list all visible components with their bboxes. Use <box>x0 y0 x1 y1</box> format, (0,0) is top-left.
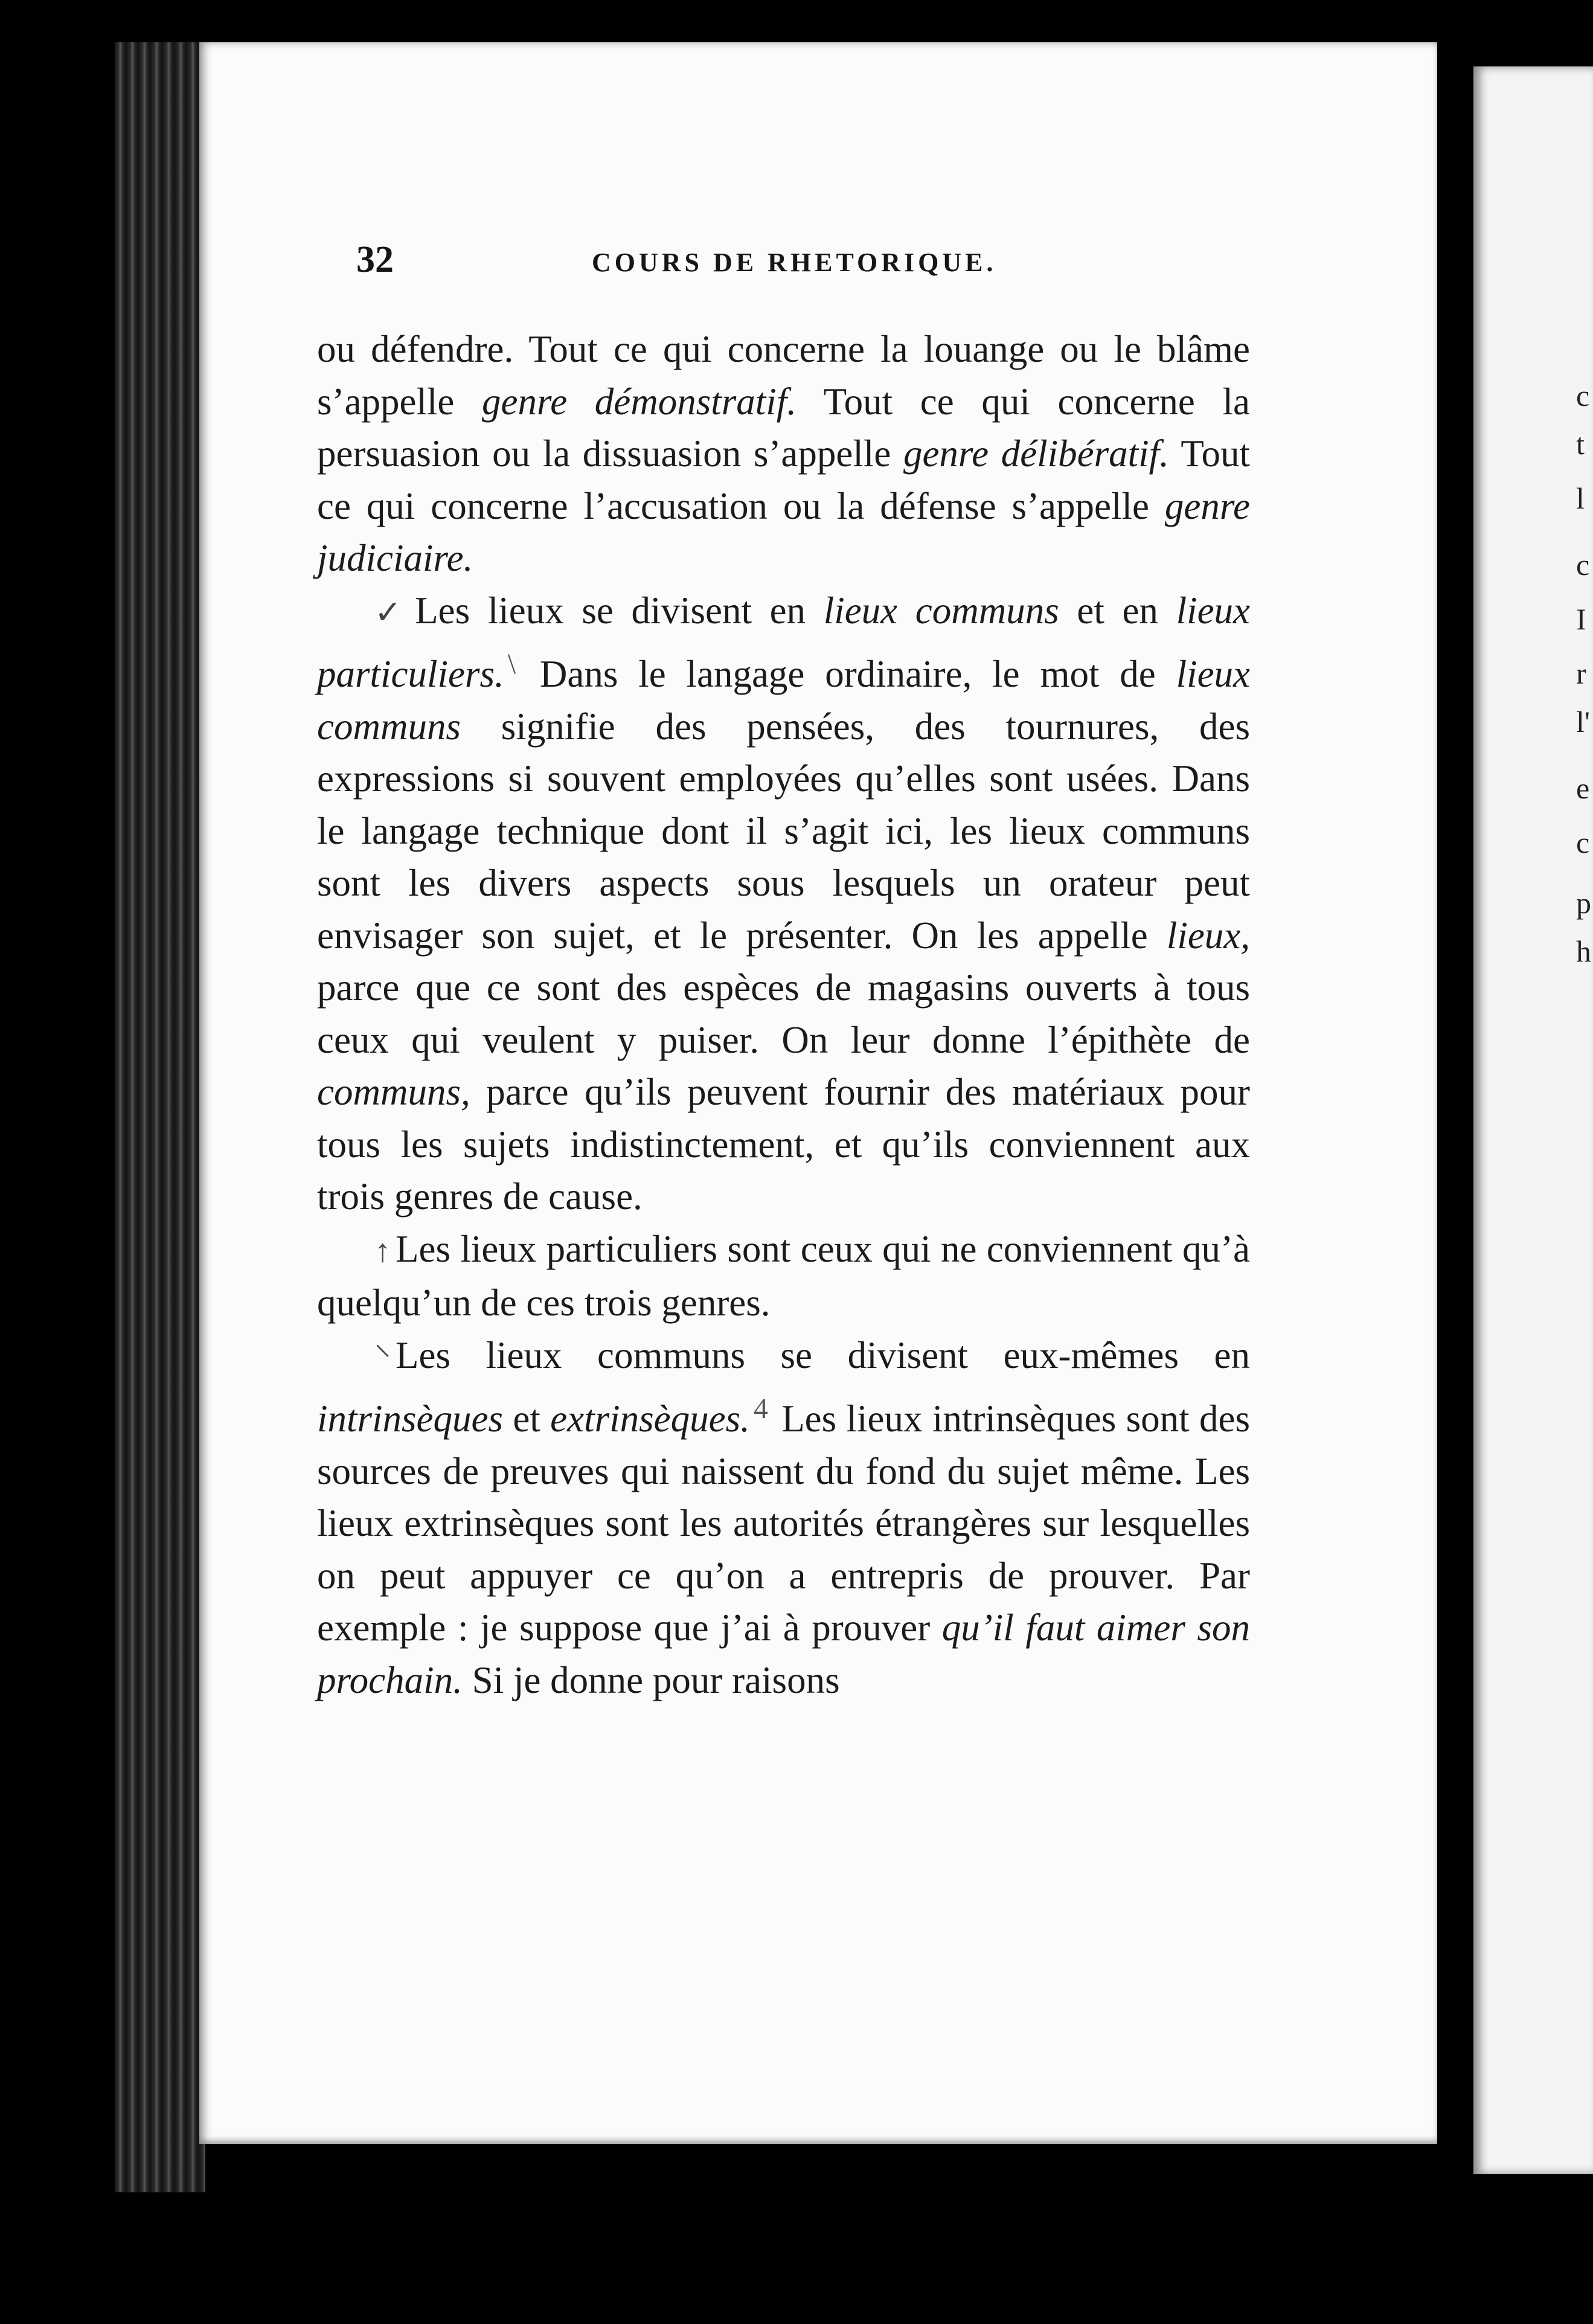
italic-term: extrinsèques. <box>550 1398 750 1440</box>
facing-page-letter: I <box>1576 602 1586 636</box>
facing-page-letter: t <box>1576 427 1585 461</box>
facing-page-letter: c <box>1576 826 1590 859</box>
italic-term: communs, <box>317 1071 470 1113</box>
body-text <box>317 323 1250 1706</box>
handwritten-tick: 4 <box>753 1393 768 1425</box>
paragraph <box>317 1223 1250 1329</box>
facing-page-letter: l <box>1576 481 1585 515</box>
text-run: et <box>503 1398 551 1440</box>
text-run: Les lieux se divisent en <box>415 589 824 632</box>
text-run: Tout ce qui concerne la persuasion ou la dissuasion s’appelle <box>317 380 1250 475</box>
italic-term: lieux communs <box>823 589 1059 632</box>
italic-term: genre démonstratif. <box>482 380 797 423</box>
handwritten-tick: \ <box>507 648 516 680</box>
text-run: Si je donne pour raisons <box>462 1658 840 1701</box>
text-run: Les lieux communs se divisent eux-mêmes en <box>396 1334 1250 1376</box>
text-run: ou défendre. Tout ce qui concerne la louange ou le blâme s’appelle <box>317 328 1250 423</box>
facing-page-letter: e <box>1576 771 1590 805</box>
paragraph <box>317 1329 1250 1707</box>
italic-term: intrinsèques <box>317 1398 503 1440</box>
text-run: parce qu’ils peuvent fournir des matériaux pour tous les sujets indistinctement, et qu’ils conviennent aux trois genres de cause. <box>317 1071 1250 1218</box>
facing-page-letter: h <box>1576 934 1591 968</box>
facing-page-letter: c <box>1576 548 1590 582</box>
text-run: Les lieux particuliers sont ceux qui ne conviennent qu’à quelqu’un de ces trois genres. <box>317 1227 1250 1324</box>
italic-term: lieux communs <box>317 653 1250 748</box>
page-number: 32 <box>356 239 394 280</box>
text-run: Tout ce qui concerne l’accusation ou la défense s’appelle <box>317 432 1250 527</box>
margin-mark: ✓ <box>374 594 411 631</box>
facing-page-letter: l' <box>1576 705 1590 739</box>
facing-page-letter: c <box>1576 379 1590 412</box>
facing-page-letter: p <box>1576 886 1591 920</box>
text-run: parce que ce sont des espèces de magasins ouverts à tous ceux qui veulent y puiser. On leur donne l’épithète de <box>317 966 1250 1061</box>
italic-term: lieux particuliers. <box>317 589 1251 695</box>
running-head: COURS DE RHETORIQUE. <box>592 248 997 277</box>
text-run: signifie des pensées, des tournures, des expressions si souvent employées qu’elles sont usées. Dans le langage technique dont il s’agit ici, les lieux communs sont les divers aspects sous lesquels un orateur peut envisager son sujet, et le présenter. On les appelle <box>317 705 1250 957</box>
italic-term: genre judiciaire. <box>317 484 1250 579</box>
text-run: et en <box>1059 589 1176 632</box>
text-run: Dans le langage ordinaire, le mot de <box>519 653 1176 695</box>
page-header <box>356 239 1051 281</box>
text-run: Les lieux intrinsèques sont des sources de preuves qui naissent du fond du sujet même. Les lieux extrinsèques sont les autorités étrangères sur lesquelles on peut appuyer ce qu’on a entrepris de prouver. Par exemple : je suppose que j’ai à prouver <box>317 1398 1250 1649</box>
italic-term: genre délibératif. <box>903 432 1169 475</box>
paragraph <box>317 323 1250 585</box>
italic-term: qu’il faut aimer son prochain. <box>317 1607 1251 1701</box>
paragraph <box>317 585 1250 1223</box>
margin-mark: ⸌ <box>374 1338 391 1375</box>
margin-mark: ↑ <box>374 1232 391 1269</box>
italic-term: lieux, <box>1166 914 1250 957</box>
book-spine <box>115 42 205 2192</box>
facing-page-edge <box>1473 66 1593 2174</box>
facing-page-letter: r <box>1576 656 1586 690</box>
